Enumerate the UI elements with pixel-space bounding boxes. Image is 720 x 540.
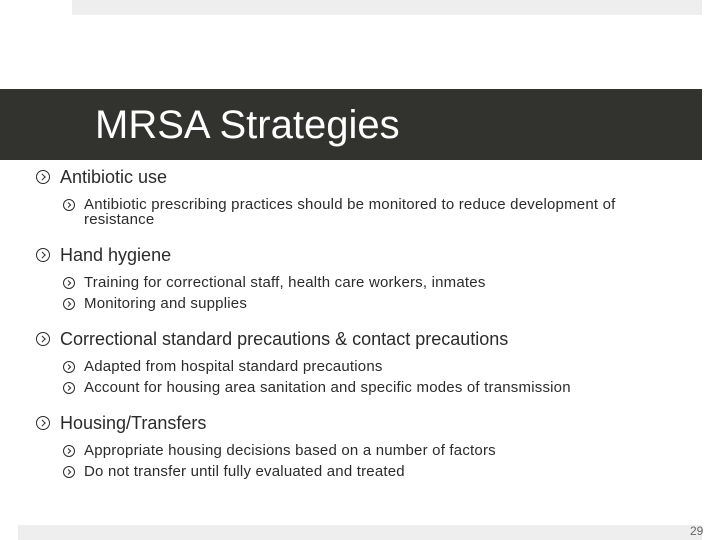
bullet-correctional-precautions — [36, 328, 686, 351]
bullet-text: Hand hygiene — [60, 245, 172, 265]
circle-chevron-bullet-icon — [36, 332, 50, 346]
slide-title: MRSA Strategies — [95, 103, 400, 147]
sub-bullet — [63, 197, 686, 227]
bullet-hand-hygiene — [36, 244, 686, 267]
circle-chevron-bullet-icon — [63, 277, 75, 289]
sub-bullet-text: Do not transfer until fully evaluated and treated — [84, 463, 405, 480]
bullet-text: Correctional standard precautions & contact precautions — [60, 329, 509, 349]
bullet-antibiotic-use — [36, 166, 686, 189]
sub-bullet-text: Monitoring and supplies — [84, 295, 248, 312]
sub-bullet — [63, 275, 686, 290]
circle-chevron-bullet-icon — [63, 445, 75, 457]
bullet-text: Antibiotic use — [60, 167, 168, 187]
sub-bullet-text: Appropriate housing decisions based on a number of factors — [84, 442, 496, 459]
sub-bullet-text: Account for housing area sanitation and specific modes of transmission — [84, 379, 571, 396]
circle-chevron-bullet-icon — [36, 170, 50, 184]
circle-chevron-bullet-icon — [63, 361, 75, 373]
top-decorative-bar — [72, 0, 702, 15]
sub-bullet — [63, 464, 686, 479]
circle-chevron-bullet-icon — [63, 382, 75, 394]
sub-bullet-text: Training for correctional staff, health care workers, inmates — [84, 274, 486, 291]
bullet-text: Housing/Transfers — [60, 413, 207, 433]
bottom-decorative-bar — [18, 525, 702, 540]
sub-bullet-text: Antibiotic prescribing practices should be monitored to reduce development of resistance — [84, 196, 616, 228]
bullet-housing-transfers — [36, 412, 686, 435]
sub-bullet — [63, 296, 686, 311]
slide-content — [36, 166, 686, 479]
circle-chevron-bullet-icon — [63, 466, 75, 478]
sub-bullet — [63, 359, 686, 374]
circle-chevron-bullet-icon — [36, 248, 50, 262]
page-number: 29 — [690, 524, 704, 538]
sub-bullet-text: Adapted from hospital standard precautions — [84, 358, 383, 375]
sub-bullet — [63, 443, 686, 458]
circle-chevron-bullet-icon — [36, 416, 50, 430]
circle-chevron-bullet-icon — [63, 298, 75, 310]
sub-bullet — [63, 380, 686, 395]
circle-chevron-bullet-icon — [63, 199, 75, 211]
